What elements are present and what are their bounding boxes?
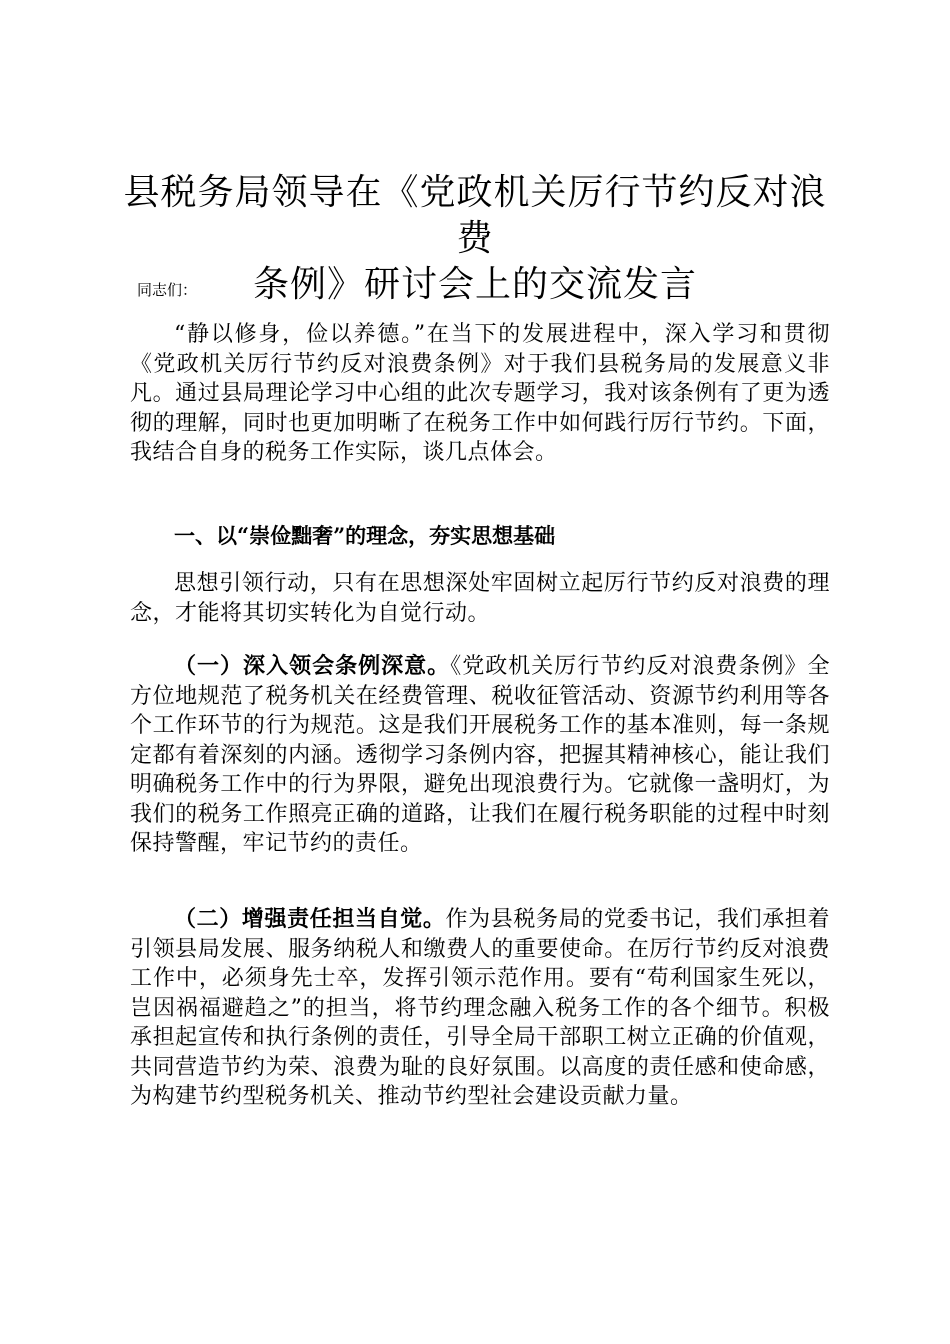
- salutation: 同志们：: [137, 281, 198, 299]
- section-1-heading: 一、以“崇俭黜奢”的理念，夯实思想基础: [174, 523, 556, 548]
- section-1-paragraph: 思想引领行动，只有在思想深处牢固树立起厉行节约反对浪费的理念，才能将其切实转化为自觉行动。: [130, 571, 830, 626]
- document-title: [110, 170, 840, 308]
- subsection-2-lead: （二）增强责任担当自觉。: [174, 906, 446, 932]
- subsection-2-body: 作为县税务局的党委书记，我们承担着引领县局发展、服务纳税人和缴费人的重要使命。在厉行节约反对浪费工作中，必须身先士卒，发挥引领示范作用。要有“苟利国家生死以，岂因祸福避趋之”的担当，将节约理念融入税务工作的各个细节。积极承担起宣传和执行条例的责任，引导全局干部职工树立正确的价值观，共同营造节约为荣、浪费为耻的良好氛围。以高度的责任感和使命感，为构建节约型税务机关、推动节约型社会建设贡献力量。: [130, 907, 830, 1109]
- subsection-1-body: 《党政机关厉行节约反对浪费条例》全方位地规范了税务机关在经费管理、税收征管活动、资源节约利用等各个工作环节的行为规范。这是我们开展税务工作的基本准则，每一条规定都有着深刻的内涵。透彻学习条例内容，把握其精神核心，能让我们明确税务工作中的行为界限，避免出现浪费行为。它就像一盏明灯，为我们的税务工作照亮正确的道路，让我们在履行税务职能的过程中时刻保持警醒，牢记节约的责任。: [130, 654, 830, 856]
- subsection-1-lead: （一）深入领会条例深意。: [174, 653, 451, 679]
- title-line-2: 条例》研讨会上的交流发言: [252, 264, 697, 305]
- intro-paragraph: “静以修身，俭以养德。”在当下的发展进程中，深入学习和贯彻《党政机关厉行节约反对浪费条例》对于我们县税务局的发展意义非凡。通过县局理论学习中心组的此次专题学习，我对该条例有了更为透彻的理解，同时也更加明晰了在税务工作中如何践行厉行节约。下面，我结合自身的税务工作实际，谈几点体会。: [130, 322, 830, 465]
- title-line-1: 县税务局领导在《党政机关厉行节约反对浪费: [123, 172, 827, 259]
- subsection-2-paragraph: [130, 905, 830, 1112]
- subsection-1-paragraph: [130, 652, 830, 859]
